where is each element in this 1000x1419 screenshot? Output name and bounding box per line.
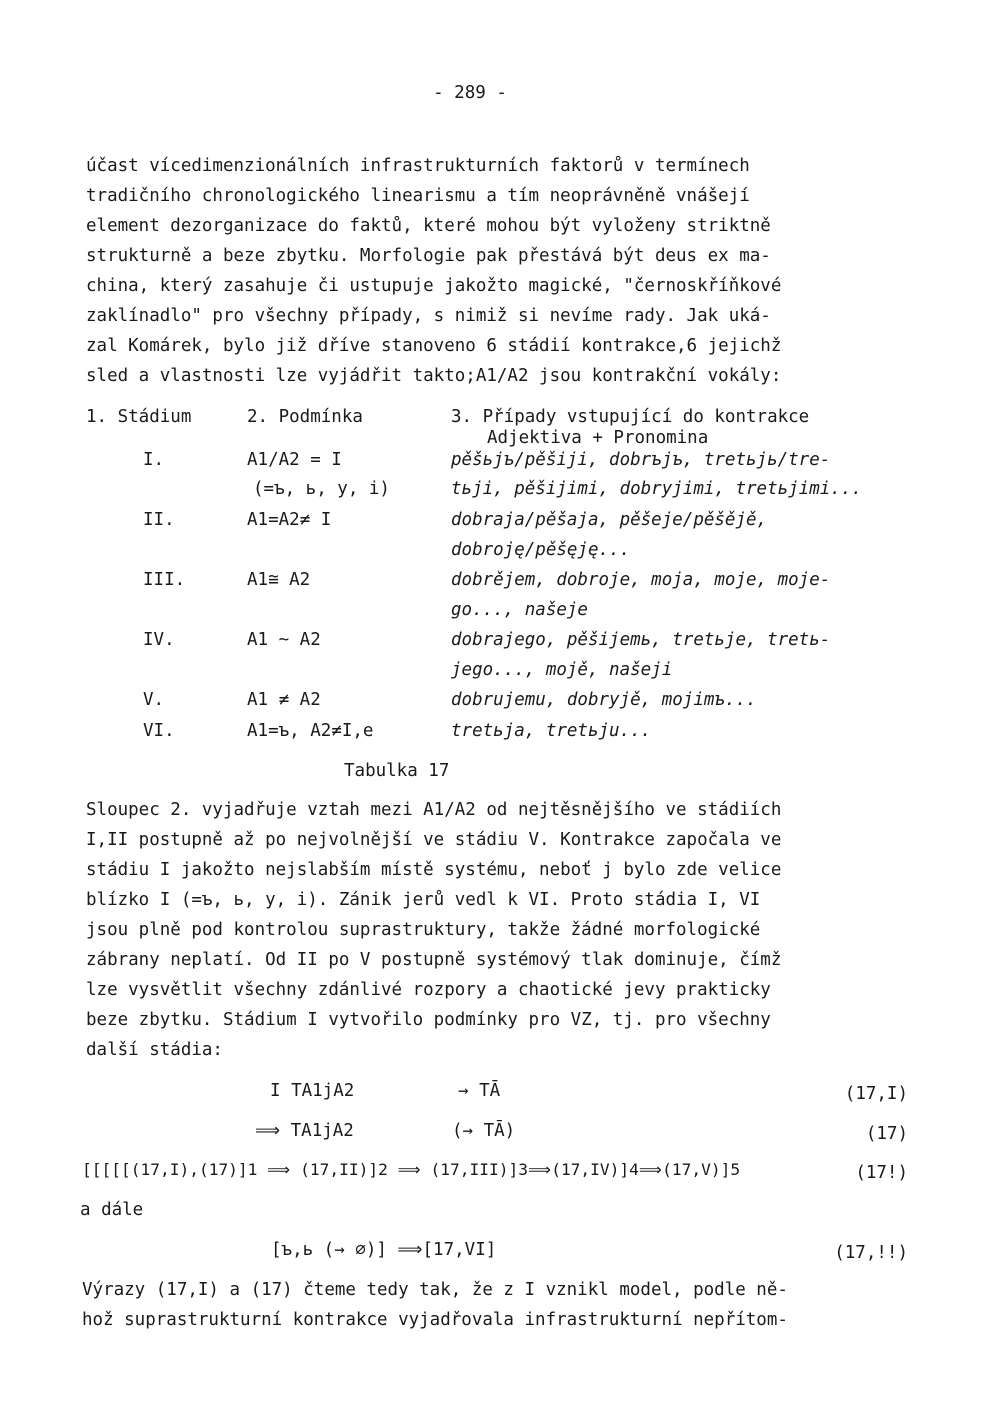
table-cell-stage: V. [143,690,165,710]
table-caption: Tabulka 17 [344,761,450,781]
text-line: lze vysvětlit všechny zdánlivé rozpory a chaotické jevy prakticky [86,980,771,1000]
table-cell-condition: A1=ъ, A2≠I,e [247,721,374,741]
text-line: china, který zasahuje či ustupuje jakožto magické, "černoskříňkové [86,276,782,296]
table-cell-condition: A1≅ A2 [247,570,311,590]
equation-label: (17!) [855,1163,908,1183]
text-line: beze zbytku. Stádium I vytvořilo podmínky pro VZ, tj. pro všechny [86,1010,771,1030]
text-line: element dezorganizace do faktů, které mohou být vyloženy striktně [86,216,771,236]
equation-label: (17,!!) [834,1243,908,1263]
table-header-cases-sub: Adjektiva + Pronomina [487,428,709,448]
table-cell-condition: A1 ≠ A2 [247,690,321,710]
equation-left: I TA1jA2 [270,1081,355,1101]
equation-chain: [[[[[(17,I),(17)]1 ⟹ (17,II)]2 ⟹ (17,III)]3⟹(17,IV)]4⟹(17,V)]5 [82,1160,741,1179]
table-cell-condition: A1=A2≠ I [247,510,332,530]
equation-label: (17) [865,1124,908,1144]
text-line: zal Komárek, bylo již dříve stanoveno 6 stádií kontrakce,6 jejichž [86,336,782,356]
table-cell-cases: pěšьjъ/pěšiji, dobrъjъ, tretьjь/tre- [451,450,831,470]
table-cell-cases: dobrajego, pěšijemь, tretьje, tretь- [451,630,831,650]
text-line: tradičního chronologického linearismu a tím neoprávněně vnášejí [86,186,750,206]
equation-result: → TĀ [458,1081,501,1101]
text-line: blízko I (=ъ, ь, y, i). Zánik jerů vedl k VI. Proto stádia I, VI [86,890,761,910]
table-cell-stage: III. [143,570,186,590]
table-cell-condition: (=ъ, ь, y, i) [253,479,390,499]
text-line: zaklínadlo" pro všechny případy, s nimiž si nevíme rady. Jak uká- [86,306,771,326]
table-cell-stage: IV. [143,630,175,650]
table-cell-stage: VI. [143,721,175,741]
table-cell-cases: dobraja/pěšaja, pěšeje/pěšějě, [451,510,768,530]
table-header-condition: 2. Podmínka [247,407,363,427]
text-line: sled a vlastnosti lze vyjádřit takto;A1/A2 jsou kontrakční vokály: [86,366,782,386]
page-number: - 289 - [433,83,507,103]
text-line: hož suprastrukturní kontrakce vyjadřovala infrastrukturní nepřítom- [82,1310,788,1330]
text-line: strukturně a beze zbytku. Morfologie pak přestává být deus ex ma- [86,246,771,266]
table-cell-cases: jego..., mojě, našeji [451,660,673,680]
equation-result: (→ TĀ) [452,1121,516,1141]
table-cell-condition: A1/A2 = I [247,450,342,470]
table-cell-cases: tьji, pěšijimi, dobryjimi, tretьjimi... [451,479,862,499]
table-cell-cases: go..., našeje [451,600,588,620]
table-cell-cases: dobrujemu, dobryjě, mojimъ... [451,690,757,710]
text-line: stádiu I jakožto nejslabším místě systému, neboť j bylo zde velice [86,860,782,880]
equation-label: (17,I) [844,1084,908,1104]
text-line: jsou plně pod kontrolou suprastruktury, takže žádné morfologické [86,920,761,940]
equation-left: ⟹ TA1jA2 [255,1121,354,1141]
table-header-cases: 3. Případy vstupující do kontrakce [451,407,810,427]
connector-text: a dále [80,1200,144,1220]
table-cell-stage: I. [143,450,165,470]
table-cell-stage: II. [143,510,175,530]
text-line: účast vícedimenzionálních infrastrukturních faktorů v termínech [86,156,750,176]
table-cell-cases: tretьja, tretьju... [451,721,652,741]
equation-left: [ъ,ь (→ ∅)] ⟹[17,VI] [271,1240,497,1260]
table-cell-cases: dobrějem, dobroje, moja, moje, moje- [451,570,831,590]
text-line: I,II postupně až po nejvolnější ve stádiu V. Kontrakce započala ve [86,830,782,850]
text-line: Výrazy (17,I) a (17) čteme tedy tak, že z I vznikl model, podle ně- [82,1280,788,1300]
text-line: zábrany neplatí. Od II po V postupně systémový tlak dominuje, čímž [86,950,782,970]
table-cell-cases: dobroję/pěšęję... [451,540,631,560]
text-line: Sloupec 2. vyjadřuje vztah mezi A1/A2 od nejtěsnějšího ve stádiích [86,800,782,820]
table-header-stage: 1. Stádium [86,407,192,427]
table-cell-condition: A1 ~ A2 [247,630,321,650]
text-line: další stádia: [86,1040,223,1060]
